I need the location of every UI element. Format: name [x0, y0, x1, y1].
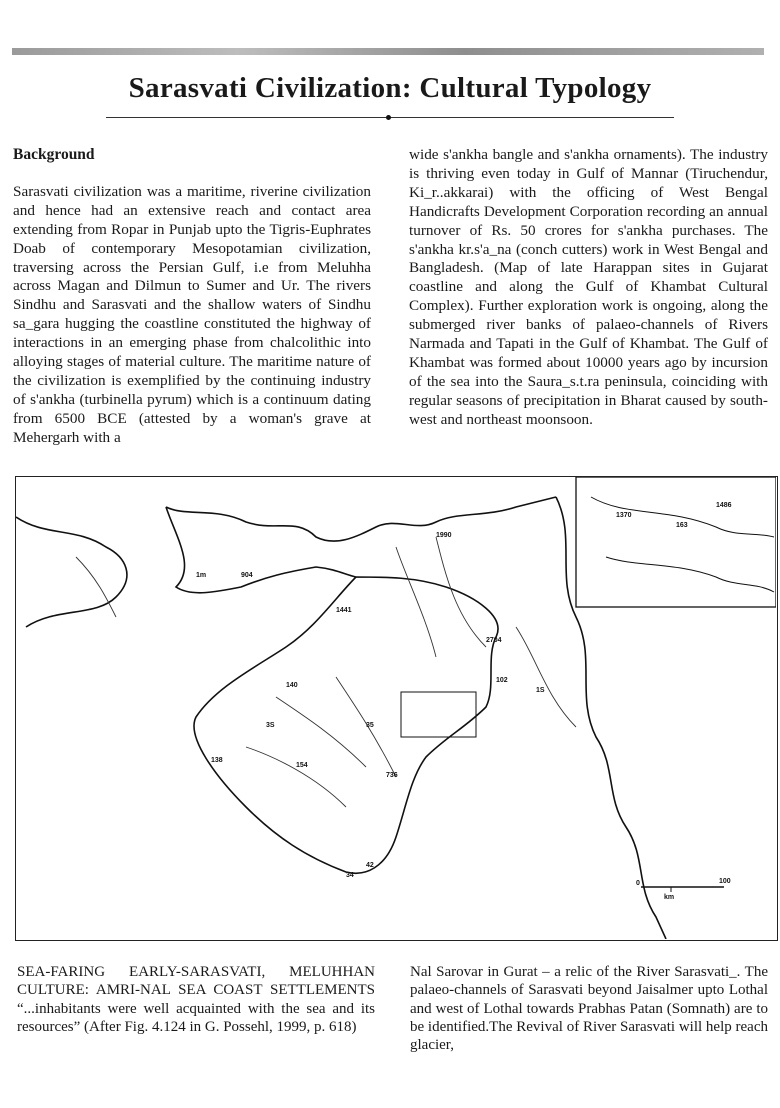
title-ornament-dot: [386, 115, 391, 120]
body-paragraph: Sarasvati civilization was a maritime, riverine civilization and hence had an extensive reach and contact area extending from Ropar in Punjab upto the Tigris-Euphrates Doab of contemporary Mesopotamian civilization, traversing across the Persian Gulf, i.e from Meluhha across Magan and Dilmun to Sumer and Ur. The rivers Sindhu and Sarasvati and the shallow waters of Sindhu sa_gara hugging the coastline constituted the highway of interactions in an emerging phase from chalcolithic into alloying stages of material culture. The maritime nature of the civilization is exemplified by the continuing industry of s'ankha (turbinella pyrum) which is a continuum dating from 6500 BCE (attested by a woman's grave at Mehergarh with a: [13, 182, 371, 446]
scale-start-label: 0: [636, 880, 640, 887]
svg-text:154: 154: [296, 762, 308, 769]
svg-text:42: 42: [366, 862, 374, 869]
svg-text:140: 140: [286, 682, 298, 689]
svg-text:2704: 2704: [486, 637, 502, 644]
column-right: [409, 146, 768, 430]
svg-text:1370: 1370: [616, 512, 632, 519]
map-figure: [15, 476, 778, 941]
coastline-west: [16, 517, 127, 627]
svg-text:102: 102: [496, 677, 508, 684]
svg-text:1m: 1m: [196, 572, 207, 579]
scale-end-label: 100: [719, 878, 731, 885]
map-gujarat-sites: [16, 477, 776, 939]
header-decorative-bar: [12, 48, 764, 55]
svg-text:1S: 1S: [536, 687, 545, 694]
column-left: [13, 146, 371, 448]
scale-unit-label: km: [664, 894, 675, 901]
svg-text:138: 138: [211, 757, 223, 764]
kutch-coast: [166, 507, 356, 593]
page-title: Sarasvati Civilization: Cultural Typology: [128, 72, 652, 104]
figure-caption: SEA-FARING EARLY-SARASVATI, MELUHHAN CULTURE: AMRI-NAL SEA COAST SETTLEMENTS “...inhabitants were well acquainted with the sea and its resources” (After Fig. 4.124 in G. Possehl, 1999, p. 618): [17, 964, 375, 1035]
coastline-north: [166, 497, 556, 541]
svg-text:3S: 3S: [266, 722, 275, 729]
svg-text:1990: 1990: [436, 532, 452, 539]
svg-text:34: 34: [346, 872, 354, 879]
body-paragraph-continuation: Nal Sarovar in Gurat – a relic of the River Sarasvati_. The palaeo-channels of Sarasvati beyond Jaisalmer upto Lothal and west of Lothal towards Prabhas Patan (Somnath) are to be identified.The Revival of River Sarasvati will help reach glacier,: [410, 964, 768, 1054]
body-paragraph-continued: wide s'ankha bangle and s'ankha ornaments). The industry is thriving even today in Gulf of Mannar (Tiruchendur, Ki_r..akkarai) with the officing of West Bengal Handicrafts Development Corporation recording an annual turnover of Rs. 50 crores for s'ankha purchases. The s'ankha kr.s'a_na (conch cutters) work in West Bengal and Bangladesh. (Map of late Harappan sites in Gujarat coastline and along the Gulf of Khambat Cultural Complex). Further exploration work is ongoing, along the submerged river banks of palaeo-channels of Rivers Narmada and Tapati in the Gulf of Khambat. The Gulf of Khambat was formed about 10000 years ago by incursion of the sea into the Saura_s.t.ra peninsula, coinciding with regular seasons of precipitation in Bharat caused by south-west and northeast moonsoon.: [409, 146, 768, 428]
map-detail-box: [401, 692, 476, 737]
svg-text:904: 904: [241, 572, 253, 579]
svg-text:163: 163: [676, 522, 688, 529]
saurashtra-coast: [194, 577, 498, 873]
map-inset: [576, 477, 776, 607]
section-heading: Background: [13, 146, 95, 163]
svg-text:1486: 1486: [716, 502, 732, 509]
map-scale-bar: [636, 878, 731, 901]
svg-text:1441: 1441: [336, 607, 352, 614]
svg-text:35: 35: [366, 722, 374, 729]
svg-text:736: 736: [386, 772, 398, 779]
